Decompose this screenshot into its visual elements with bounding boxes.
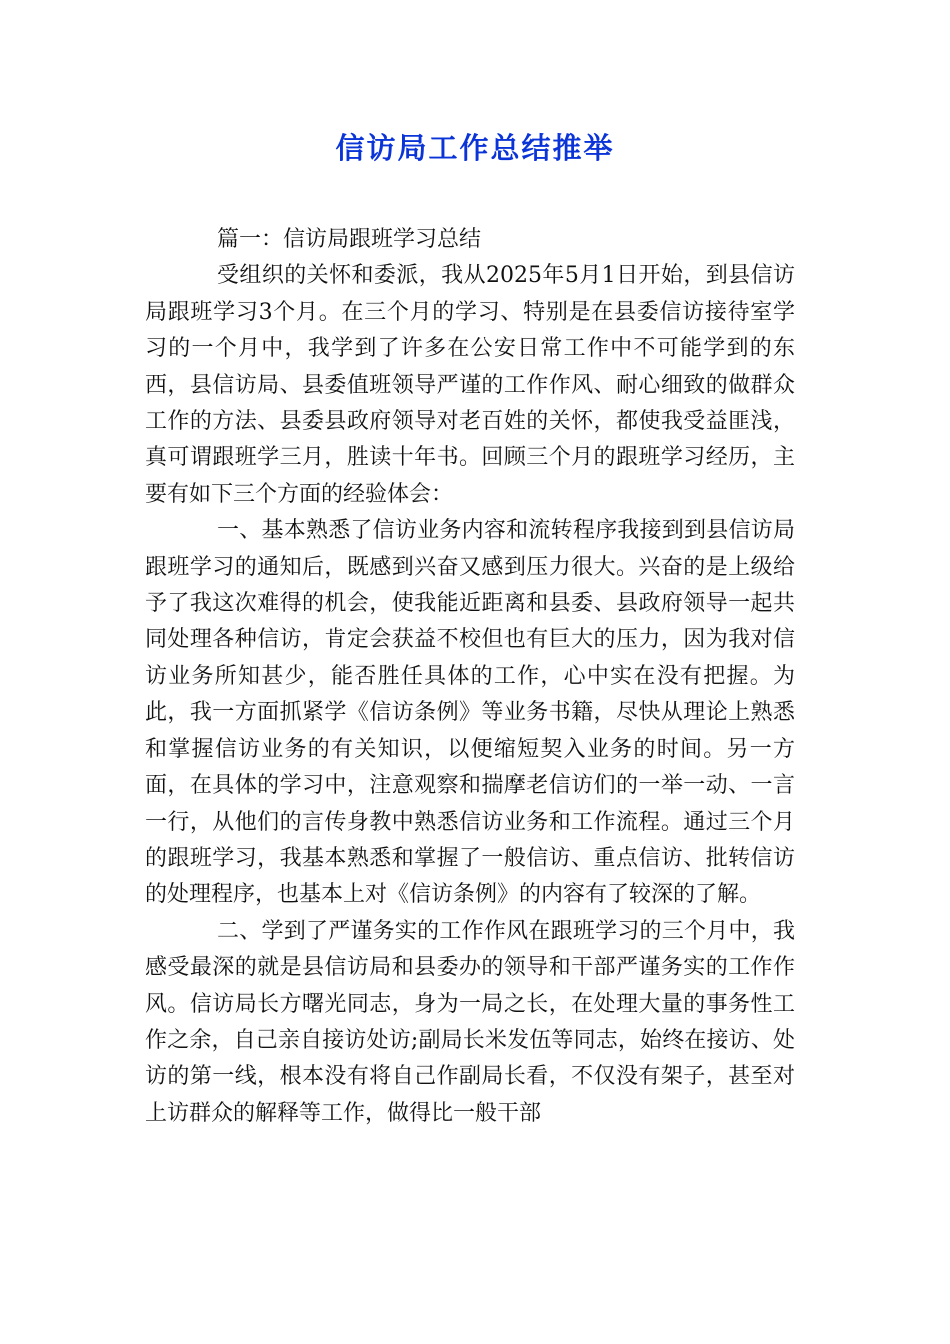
document-title: 信访局工作总结推举 (335, 131, 615, 165)
paragraph-point-one: 一、基本熟悉了信访业务内容和流转程序我接到到县信访局跟班学习的通知后，既感到兴奋又感到压力很大。兴奋的是上级给予了我这次难得的机会，使我能近距离和县委、县政府领导一起共同处理各种信访，肯定会获益不校但也有巨大的压力，因为我对信访业务所知甚少，能否胜任具体的工作，心中实在没有把握。为此，我一方面抓紧学《信访条例》等业务书籍，尽快从理论上熟悉和掌握信访业务的有关知识，以便缩短契入业务的时间。另一方面，在具体的学习中，注意观察和揣摩老信访们的一举一动、一言一行，从他们的言传身教中熟悉信访业务和工作流程。通过三个月的跟班学习，我基本熟悉和掌握了一般信访、重点信访、批转信访的处理程序，也基本上对《信访条例》的内容有了较深的了解。 (145, 518, 795, 908)
document-body (145, 222, 795, 1132)
section-heading: 篇一：信访局跟班学习总结 (217, 227, 482, 252)
paragraph-intro: 受组织的关怀和委派，我从2025年5月1日开始，到县信访局跟班学习3个月。在三个月的学习、特别是在县委信访接待室学习的一个月中，我学到了许多在公安日常工作中不可能学到的东西，县信访局、县委值班领导严谨的工作作风、耐心细致的做群众工作的方法、县委县政府领导对老百姓的关怀，都使我受益匪浅，真可谓跟班学三月，胜读十年书。回顾三个月的跟班学习经历，主要有如下三个方面的经验体会： (145, 263, 795, 507)
paragraph-point-two: 二、学到了严谨务实的工作作风在跟班学习的三个月中，我感受最深的就是县信访局和县委办的领导和干部严谨务实的工作作风。信访局长方曙光同志，身为一局之长，在处理大量的事务性工作之余，自己亲自接访处访;副局长米发伍等同志，始终在接访、处访的第一线，根本没有将自己作副局长看，不仅没有架子，甚至对上访群众的解释等工作，做得比一般干部 (145, 918, 795, 1126)
